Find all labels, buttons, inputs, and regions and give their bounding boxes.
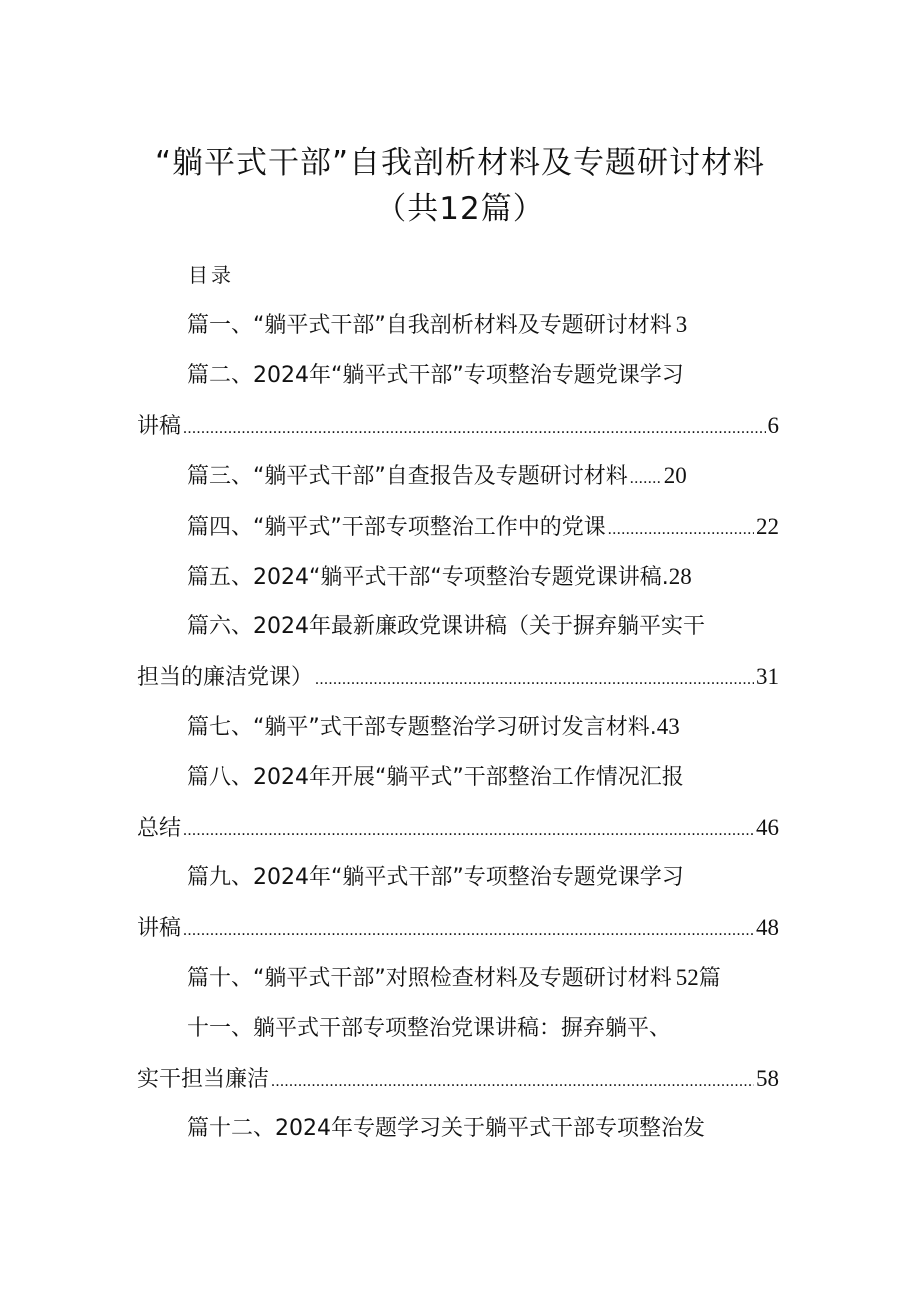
toc-entry-title-cont: 讲稿 [137, 414, 182, 439]
toc-entry-page: 43 [656, 714, 680, 739]
toc-entry-title: 篇五、2024“躺平式干部“专项整治专题党课讲稿. [187, 565, 669, 590]
toc-entry-title: 篇九、2024年“躺平式干部”专项整治专题党课学习 [187, 865, 684, 890]
toc-entry[interactable] [187, 560, 779, 594]
toc-entry-title-cont: 总结 [137, 816, 182, 841]
toc-entry-page: 3 [675, 312, 688, 337]
toc-entry[interactable] [187, 861, 779, 895]
toc-entry-continuation[interactable] [137, 1062, 779, 1096]
toc-entry-page: 22 [756, 514, 779, 539]
toc-entry-title-cont: 讲稿 [137, 916, 182, 941]
document-title: “躺平式干部”自我剖析材料及专题研讨材料（共12篇） [154, 145, 766, 227]
toc-entry-title: 篇七、“躺平”式干部专题整治学习研讨发言材料. [187, 715, 657, 740]
toc-entry-suffix: 篇 [698, 966, 721, 991]
toc-entry-continuation[interactable] [137, 409, 779, 443]
toc-entry[interactable] [187, 610, 779, 644]
toc-heading: 目录 [188, 263, 234, 287]
toc-entry[interactable] [187, 1112, 779, 1146]
toc-entry[interactable] [187, 308, 779, 342]
toc-entry-page: 58 [756, 1066, 779, 1091]
toc-entry-continuation[interactable] [137, 811, 779, 845]
toc-leader-dots [315, 663, 754, 697]
toc-entry-title-cont: 实干担当廉洁 [137, 1067, 270, 1092]
toc-entry-title: 篇十、“躺平式干部”对照检查材料及专题研讨材料 [187, 966, 672, 991]
toc-entry-page: 28 [668, 564, 692, 589]
toc-entry-page: 31 [756, 664, 779, 689]
toc-entry[interactable] [187, 510, 779, 544]
toc-entry-title: 篇二、2024年“躺平式干部”专项整治专题党课学习 [187, 363, 684, 388]
toc-leader-dots [630, 462, 662, 496]
toc-entry-continuation[interactable] [137, 911, 779, 945]
toc-entry[interactable] [187, 359, 779, 393]
toc-entry[interactable] [187, 459, 779, 493]
toc-leader-dots [271, 1065, 754, 1099]
toc-leader-dots [608, 513, 754, 547]
toc-entry[interactable] [187, 961, 779, 995]
toc-entry-title: 篇十二、2024年专题学习关于躺平式干部专项整治发 [187, 1116, 705, 1141]
toc-entry-page: 6 [767, 413, 779, 438]
toc-entry-title: 篇四、“躺平式”干部专项整治工作中的党课 [187, 515, 606, 540]
toc-entry-page: 48 [756, 915, 779, 940]
toc-entry-title: 十一、躺平式干部专项整治党课讲稿：摒弃躺平、 [187, 1016, 672, 1041]
toc-entry-page: 46 [756, 815, 779, 840]
toc-entry[interactable] [187, 710, 779, 744]
toc-entry-title: 篇六、2024年最新廉政党课讲稿（关于摒弃躺平实干 [187, 614, 705, 639]
toc-entry-title: 篇一、“躺平式干部”自我剖析材料及专题研讨材料 [187, 313, 672, 338]
toc-leader-dots [183, 914, 754, 948]
toc-entry-title-cont: 担当的廉洁党课） [137, 665, 314, 690]
toc-entry[interactable] [187, 1012, 779, 1046]
toc-entry-page: 52 [675, 965, 699, 990]
toc-entry[interactable] [187, 761, 779, 795]
toc-entry-title: 篇八、2024年开展“躺平式”干部整治工作情况汇报 [187, 765, 684, 790]
toc-entry-continuation[interactable] [137, 660, 779, 694]
toc-leader-dots [183, 814, 754, 848]
toc-leader-dots [183, 412, 765, 446]
toc-entry-title: 篇三、“躺平式干部”自查报告及专题研讨材料 [187, 464, 628, 489]
toc-entry-page: 20 [663, 463, 687, 488]
